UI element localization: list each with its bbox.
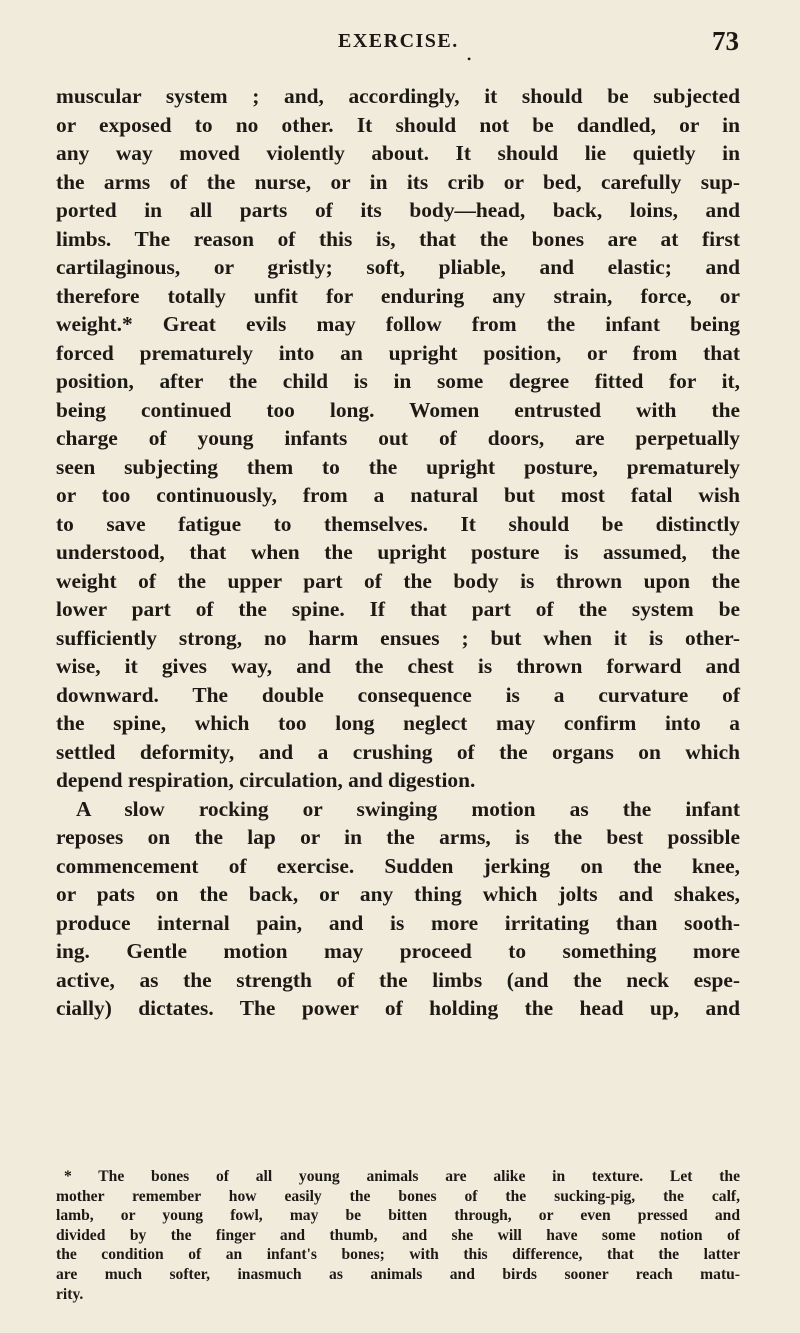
body-line: or exposed to no other. It should not be dandled, or in xyxy=(56,112,740,137)
footnote-line: the condition of an infant's bones; with this difference, that the latter xyxy=(56,1246,740,1264)
body-line: weight of the upper part of the body is thrown upon the xyxy=(56,568,740,593)
footnote-line: rity. xyxy=(56,1285,84,1303)
body-text xyxy=(56,82,740,1023)
body-line: ported in all parts of its body—head, back, loins, and xyxy=(56,198,740,222)
footnote-line: * The bones of all young animals are alike in texture. Let the xyxy=(64,1168,740,1185)
body-line: the arms of the nurse, or in its crib or bed, carefully sup- xyxy=(56,169,740,194)
body-line: muscular system ; and, accordingly, it should be subjected xyxy=(56,84,740,108)
footnote-line: divided by the finger and thumb, and she will have some notion of xyxy=(56,1226,740,1244)
body-line: limbs. The reason of this is, that the bones are at first xyxy=(56,226,740,251)
body-line: active, as the strength of the limbs (and the neck espe- xyxy=(56,967,740,992)
body-line: wise, it gives way, and the chest is thrown forward and xyxy=(56,654,740,678)
body-line: downward. The double consequence is a curvature of xyxy=(56,682,740,707)
body-line: or too continuously, from a natural but most fatal wish xyxy=(56,483,740,507)
body-line: settled deformity, and a crushing of the organs on which xyxy=(56,739,740,764)
body-line-paragraph-start: A slow rocking or swinging motion as the infant xyxy=(76,796,740,821)
footnote xyxy=(56,1167,740,1304)
body-line: lower part of the spine. If that part of the system be xyxy=(56,597,740,621)
printer-mark: • xyxy=(467,52,472,66)
body-line: the spine, which too long neglect may confirm into a xyxy=(56,711,740,735)
body-line: cially) dictates. The power of holding the head up, and xyxy=(56,996,740,1020)
body-line: position, after the child is in some degree fitted for it, xyxy=(56,369,740,393)
body-line: to save fatigue to themselves. It should be distinctly xyxy=(56,511,740,536)
body-line: understood, that when the upright posture is assumed, the xyxy=(56,540,740,564)
body-line: being continued too long. Women entrusted with the xyxy=(56,397,740,422)
body-line: charge of young infants out of doors, are perpetually xyxy=(56,426,740,450)
body-line: any way moved violently about. It should lie quietly in xyxy=(56,141,740,165)
body-line-paragraph-end: depend respiration, circulation, and digestion. xyxy=(56,768,476,792)
footnote-line: mother remember how easily the bones of the sucking-pig, the calf, xyxy=(56,1187,740,1205)
footnote-line: are much softer, inasmuch as animals and birds sooner reach matu- xyxy=(56,1265,740,1283)
footnote-line: lamb, or young fowl, may be bitten through, or even pressed and xyxy=(56,1207,740,1225)
running-head xyxy=(0,26,800,66)
body-line: commencement of exercise. Sudden jerking on the knee, xyxy=(56,853,740,878)
body-line: cartilaginous, or gristly; soft, pliable, and elastic; and xyxy=(56,255,740,279)
body-line: seen subjecting them to the upright posture, prematurely xyxy=(56,454,740,479)
page-number: 73 xyxy=(712,26,739,56)
body-line: reposes on the lap or in the arms, is the best possible xyxy=(56,825,740,849)
body-line: produce internal pain, and is more irritating than sooth- xyxy=(56,910,740,935)
body-line: therefore totally unfit for enduring any strain, force, or xyxy=(56,283,740,308)
body-line: sufficiently strong, no harm ensues ; but when it is other- xyxy=(56,625,740,650)
body-line: forced prematurely into an upright position, or from that xyxy=(56,340,740,365)
body-line: weight.* Great evils may follow from the infant being xyxy=(56,312,740,336)
body-line: or pats on the back, or any thing which jolts and shakes, xyxy=(56,882,740,906)
body-line: ing. Gentle motion may proceed to something more xyxy=(56,939,740,963)
running-head-title: EXERCISE. xyxy=(338,30,459,52)
